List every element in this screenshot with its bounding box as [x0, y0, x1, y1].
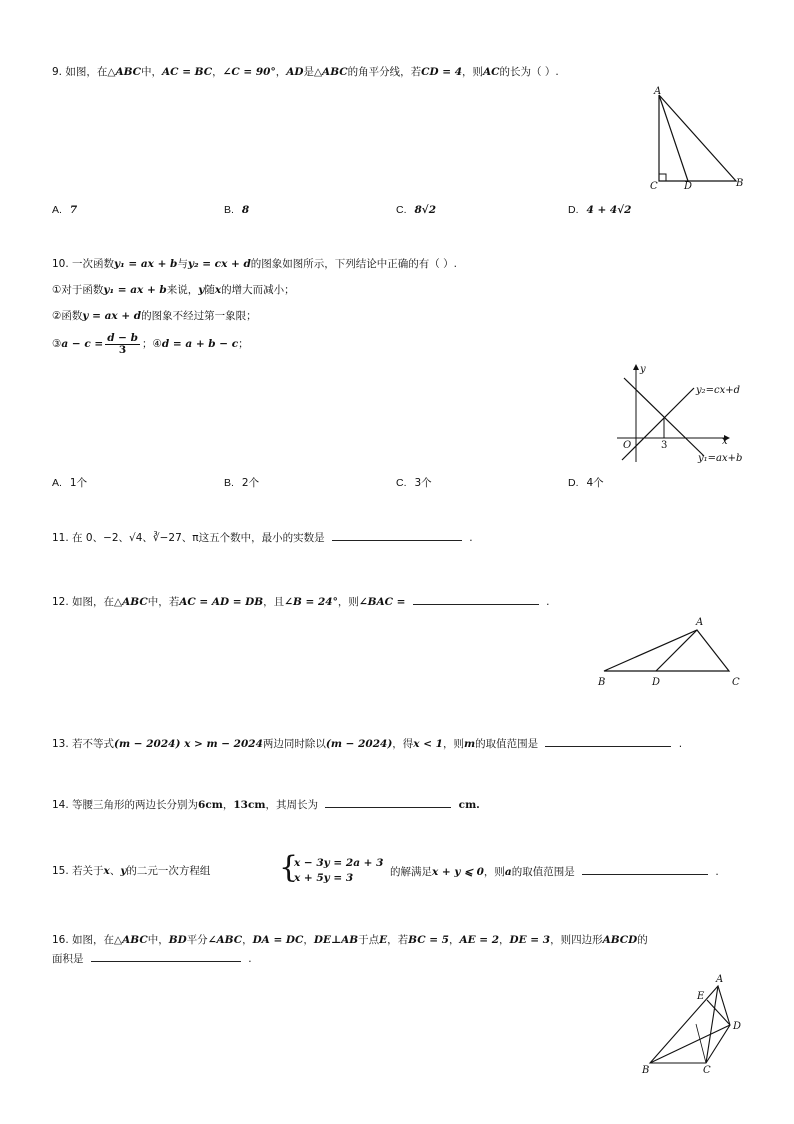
q10-math: y₁ = ax + b — [103, 284, 167, 296]
q16-math: ABCD — [602, 934, 638, 946]
q13-text: 若不等式 — [72, 738, 115, 750]
choice-label: D. — [568, 477, 579, 489]
q16-text: ， — [242, 934, 253, 946]
q13-text: . — [678, 738, 683, 750]
choice-value: 4 + 4√2 — [586, 204, 632, 216]
q13-text: 两边同时除以 — [262, 738, 326, 750]
q12-triangle — [604, 630, 729, 671]
fraction-numerator: d − b — [107, 331, 138, 344]
q13-answer-blank[interactable] — [545, 736, 671, 747]
q12-math: △ABC — [114, 596, 148, 608]
q10-statement-1 — [52, 283, 295, 297]
choice-label: C. — [396, 477, 407, 489]
q12-label-a: A — [696, 617, 704, 628]
q12-text: . — [546, 596, 550, 608]
q16-stem — [52, 933, 648, 947]
choice-value: 8√2 — [414, 204, 437, 216]
q10-number: 10. — [52, 258, 69, 270]
choice-label: C. — [396, 204, 407, 216]
q9-label-a: A — [654, 86, 662, 97]
q10-label-y: y — [640, 364, 646, 375]
q11-stem — [52, 530, 473, 545]
q10-label-x: x — [722, 436, 728, 447]
q16-math: BC = 5 — [408, 934, 449, 946]
q16-number: 16. — [52, 934, 69, 946]
q16-answer-blank[interactable] — [91, 951, 241, 962]
q9-math: ∠C = 90° — [222, 66, 276, 78]
q14-stem — [52, 797, 480, 812]
q9-triangle — [659, 95, 736, 181]
q12-text: 如图，在 — [72, 596, 115, 608]
q10-text: ①对于函数 — [52, 284, 104, 296]
q13-math: (m − 2024) — [325, 738, 393, 750]
q10-y-arrow — [633, 364, 639, 370]
q16-text: ，则四边形 — [550, 934, 603, 946]
choice-label: A. — [52, 477, 62, 489]
q14-text: ，其周长为 — [265, 799, 318, 811]
q9-text: 如图，在 — [65, 66, 108, 78]
q13-text: ，则 — [442, 738, 464, 750]
q16-text: ， — [499, 934, 510, 946]
q12-math: ∠BAC = — [358, 596, 406, 608]
q9-text: 的长为（ ）. — [499, 66, 559, 78]
q13-math: (m − 2024) x > m − 2024 — [114, 738, 263, 750]
q9-math: △ABC — [313, 66, 348, 78]
q15-math: x — [103, 865, 110, 877]
choice-label: D. — [568, 204, 579, 216]
q16-text: 平分 — [186, 934, 208, 946]
q10-graph — [612, 362, 792, 472]
choice-label: A. — [52, 204, 62, 216]
q9-choice-d[interactable] — [568, 204, 631, 216]
q15-text: 的二元一次方程组 — [126, 865, 211, 877]
q15-text: 的解满足 — [390, 866, 432, 878]
q10-math: y — [198, 284, 205, 296]
q16-label-b: B — [642, 1065, 650, 1076]
q16-text: ， — [448, 934, 460, 946]
q14-math: 13cm — [233, 799, 266, 811]
q9-bisector-ad — [659, 95, 688, 181]
q16-stem-line2 — [52, 951, 252, 966]
q14-answer-blank[interactable] — [325, 797, 451, 808]
q14-text: 等腰三角形的两边长分别为 — [72, 799, 199, 811]
q11-text: 在 0、−2、√4、∛−27、π这五个数中，最小的实数是 — [72, 532, 325, 544]
q10-text: ；④ — [141, 338, 162, 350]
q10-math: d = a + b − c — [161, 338, 239, 350]
q10-text: 的增大而减小； — [221, 284, 295, 296]
q10-fraction — [105, 333, 140, 356]
q9-stem — [52, 65, 559, 79]
q11-number: 11. — [52, 532, 69, 544]
q9-text: 中， — [141, 66, 163, 78]
q10-statement-3-4 — [52, 332, 249, 356]
q13-text: ，得 — [392, 738, 414, 750]
q16-math: △ABC — [114, 934, 148, 946]
choice-label: B. — [224, 477, 234, 489]
q10-math: y₁ = ax + b — [114, 258, 178, 270]
q9-label-c: C — [650, 181, 658, 192]
q9-label-b: B — [736, 178, 744, 189]
q11-answer-blank[interactable] — [332, 530, 462, 541]
q13-stem — [52, 736, 682, 751]
q11-text: . — [469, 532, 473, 544]
q16-text: 中， — [147, 934, 169, 946]
q14-unit: cm. — [458, 799, 480, 811]
q16-segment-cb-aux — [696, 1024, 706, 1063]
q13-number: 13. — [52, 738, 69, 750]
q9-figure — [640, 85, 750, 195]
q9-choice-c[interactable] — [396, 204, 436, 216]
q12-number: 12. — [52, 596, 69, 608]
choice-value: 3个 — [414, 477, 432, 489]
q12-label-b: B — [598, 677, 606, 688]
q13-text: 的取值范围是 — [475, 738, 539, 750]
q10-choice-b[interactable] — [224, 475, 259, 490]
q10-text: 与 — [177, 258, 188, 270]
q10-text: ②函数 — [52, 310, 83, 322]
q12-math: AC = AD = DB — [179, 596, 264, 608]
q16-math: E — [379, 934, 388, 946]
q16-math: DE⊥AB — [313, 934, 359, 946]
q16-quadrilateral — [650, 986, 730, 1063]
q16-text: 面积是 — [52, 953, 84, 965]
q15-brace: { — [279, 850, 299, 885]
q15-number: 15. — [52, 865, 69, 877]
q9-label-d: D — [684, 181, 693, 192]
q15-math: y — [120, 865, 127, 877]
q10-stem — [52, 257, 457, 271]
q14-number: 14. — [52, 799, 69, 811]
q9-choice-a[interactable] — [52, 204, 77, 216]
q15-text: ，则 — [483, 866, 505, 878]
q10-label-y1: y₁=ax+b — [698, 453, 743, 464]
q13-math: x < 1 — [413, 738, 443, 750]
q9-right-angle-mark — [659, 174, 666, 181]
q15-text: 若关于 — [72, 865, 104, 877]
q16-label-d: D — [733, 1021, 742, 1032]
q10-choice-a[interactable] — [52, 475, 87, 490]
q9-text: 的角平分线，若 — [347, 66, 422, 78]
q9-choice-b[interactable] — [224, 204, 249, 216]
q16-label-a: A — [716, 974, 724, 985]
q10-text: 的图象不经过第一象限； — [141, 310, 257, 322]
q10-statement-2 — [52, 309, 257, 323]
q12-text: 中，若 — [147, 596, 180, 608]
q10-label-3: 3 — [661, 440, 668, 451]
q12-text: ，且 — [263, 596, 285, 608]
q12-figure — [596, 613, 756, 693]
fraction-denominator: 3 — [118, 343, 127, 356]
q16-text: ，若 — [387, 934, 409, 946]
q16-math: BD — [168, 934, 187, 946]
q9-math: AC = BC — [162, 66, 213, 78]
q16-math: DE = 3 — [509, 934, 551, 946]
q10-text: 随 — [204, 284, 215, 296]
q15-math: x + y ⩽ 0 — [432, 866, 484, 878]
q16-text: 的 — [637, 934, 648, 946]
q10-text: ； — [238, 338, 249, 350]
choice-value: 1个 — [69, 477, 88, 489]
q10-text: 的图象如图所示，下列结论中正确的有（ ）. — [250, 258, 457, 270]
q9-text: ， — [275, 66, 287, 78]
q10-choice-d[interactable] — [568, 475, 604, 490]
choice-value: 4个 — [586, 477, 604, 489]
q9-text: ，则 — [462, 66, 484, 78]
q9-math: CD = 4 — [421, 66, 463, 78]
q12-segment-ad — [656, 630, 697, 671]
q15-text: . — [715, 866, 719, 878]
q12-label-d: D — [652, 677, 661, 688]
q10-label-y2: y₂=cx+d — [696, 385, 741, 396]
q15-math: a — [504, 866, 512, 878]
q16-figure — [636, 972, 756, 1082]
choice-label: B. — [224, 204, 234, 216]
q14-math: 6cm — [198, 799, 223, 811]
q16-text: . — [248, 953, 252, 965]
q10-math: a − c = — [61, 338, 104, 350]
q9-math: AC — [483, 66, 500, 78]
q15-eq2: x + 5y = 3 — [294, 872, 354, 884]
q13-math: m — [463, 738, 476, 750]
q9-math: △ABC — [107, 66, 142, 78]
q15-text: 、 — [109, 865, 121, 877]
q9-math: AD — [286, 66, 304, 78]
q9-text: ， — [212, 66, 223, 78]
q15-stem-b — [390, 864, 719, 879]
q10-label-o: O — [623, 440, 632, 451]
q16-math: DA = DC — [252, 934, 304, 946]
q10-choice-c[interactable] — [396, 475, 432, 490]
q12-math: ∠B = 24° — [284, 596, 338, 608]
q12-answer-blank[interactable] — [413, 594, 539, 605]
q10-math: x — [214, 284, 222, 296]
choice-value: 2个 — [241, 477, 260, 489]
q15-eq1: x − 3y = 2a + 3 — [294, 857, 384, 869]
q10-text: ③ — [52, 338, 62, 350]
q10-math: y = ax + d — [82, 310, 142, 322]
q9-text: 是 — [303, 66, 314, 78]
q16-text: ， — [303, 934, 314, 946]
q15-text: 的取值范围是 — [511, 866, 575, 878]
q16-label-c: C — [703, 1065, 711, 1076]
q12-stem — [52, 594, 550, 609]
q16-math: AE = 2 — [459, 934, 500, 946]
choice-value: 8 — [241, 204, 250, 216]
q16-text: 于点 — [358, 934, 380, 946]
q12-label-c: C — [732, 677, 740, 688]
q16-math: ∠ABC — [207, 934, 243, 946]
q15-stem-a — [52, 864, 210, 878]
q12-text: ，则 — [337, 596, 359, 608]
q10-line-y2 — [622, 388, 694, 460]
q9-number: 9. — [52, 66, 63, 78]
q10-text: 一次函数 — [72, 258, 115, 270]
q16-text: 如图，在 — [72, 934, 115, 946]
choice-value: 7 — [69, 204, 78, 216]
q15-answer-blank[interactable] — [582, 864, 708, 875]
q10-text: 来说， — [166, 284, 199, 296]
q16-label-e: E — [697, 991, 705, 1002]
q10-math: y₂ = cx + d — [187, 258, 251, 270]
q14-text: ， — [222, 799, 234, 811]
